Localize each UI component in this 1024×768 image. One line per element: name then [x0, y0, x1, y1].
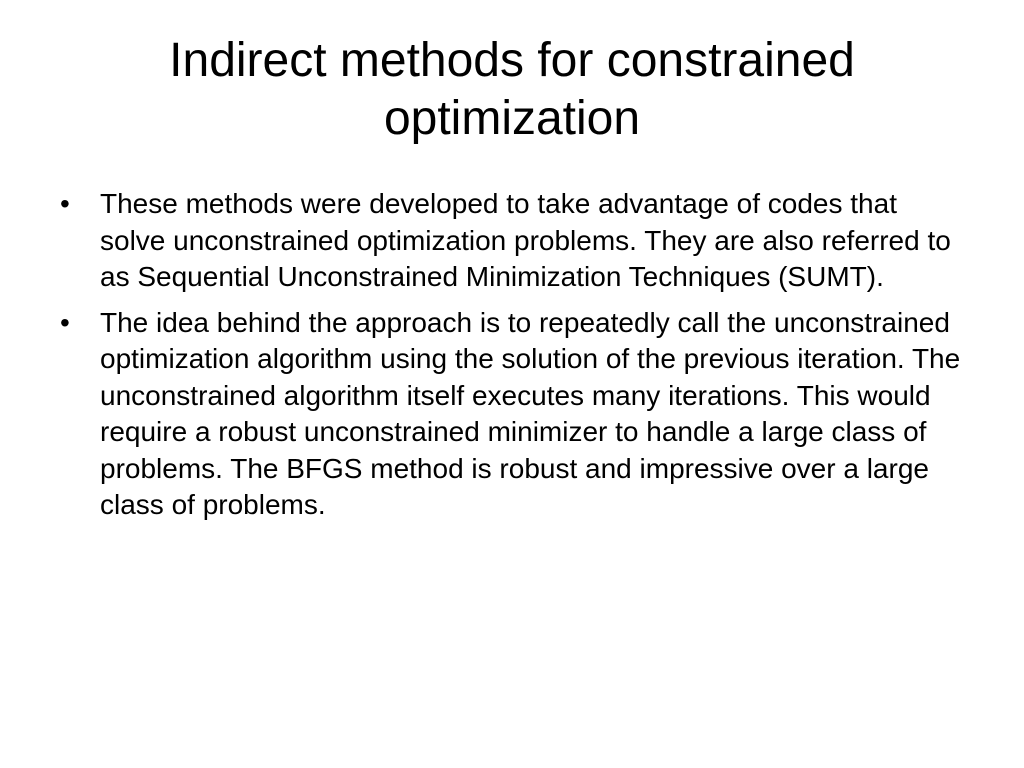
- bullet-marker: •: [60, 188, 70, 219]
- bullet-text: These methods were developed to take advantage of codes that solve unconstrained optimization problems. They are also referred to as Sequential Unconstrained Minimization Techniques (SUMT).: [100, 188, 951, 292]
- slide-title: Indirect methods for constrained optimization: [169, 34, 855, 145]
- bullet-item: [60, 186, 970, 296]
- bullet-marker: •: [60, 306, 70, 338]
- bullet-item: [60, 305, 970, 524]
- bullet-list: [60, 186, 970, 533]
- bullet-text: The idea behind the approach is to repeatedly call the unconstrained optimization algorithm using the solution of the previous iteration. The unconstrained algorithm itself executes many iterations. This would require a robust unconstrained minimizer to handle a large class of problems. The BFGS method is robust and impressive over a large class of problems.: [100, 306, 961, 520]
